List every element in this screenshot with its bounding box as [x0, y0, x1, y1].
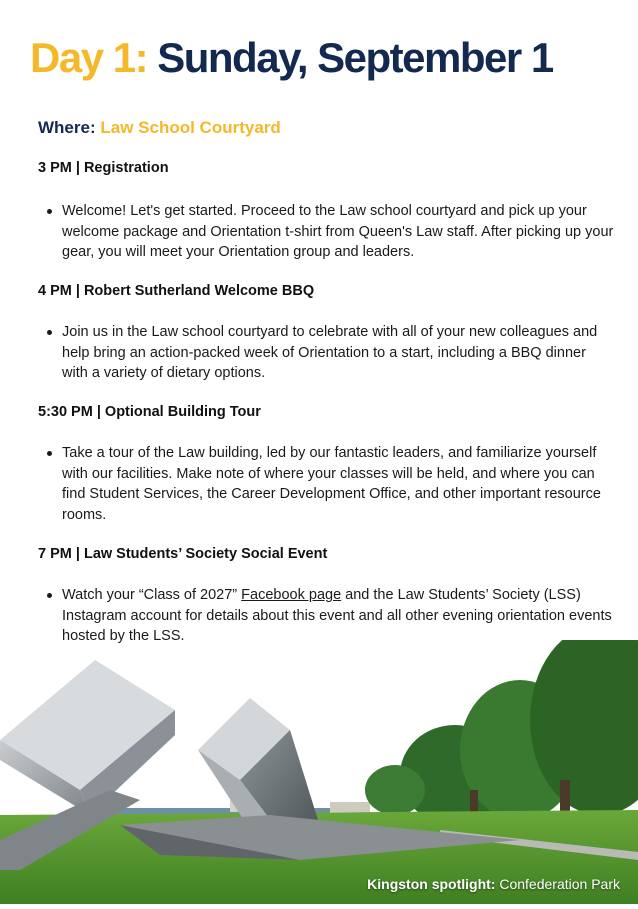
event-heading-social: 7 PM | Law Students’ Society Social Event: [38, 546, 328, 562]
where-location: Law School Courtyard: [100, 118, 281, 137]
confederation-park-photo: [0, 640, 638, 904]
where-label: Where:: [38, 118, 96, 137]
facebook-page-link[interactable]: Facebook page: [241, 587, 342, 603]
caption-place: Confederation Park: [499, 876, 620, 892]
where-line: [38, 118, 281, 138]
social-text-before: Watch your “Class of 2027”: [62, 587, 242, 603]
event-heading-registration: 3 PM | Registration: [38, 160, 169, 176]
event-heading-bbq: 4 PM | Robert Sutherland Welcome BBQ: [38, 283, 315, 299]
day-label: Day 1:: [30, 34, 148, 81]
caption-label: Kingston spotlight:: [367, 876, 496, 892]
event-text-registration: Welcome! Let's get started. Proceed to the Law school courtyard and pick up your welcome package and Orientation t-shirt from Queen's Law staff. After picking up your gear, you will meet your Orientation group and leaders.: [62, 201, 614, 263]
event-text-bbq: Join us in the Law school courtyard to celebrate with all of your new colleagues and help bring an action-packed week of Orientation to a start, including a BBQ dinner with a variety of dietary options.: [62, 322, 614, 384]
event-heading-tour: 5:30 PM | Optional Building Tour: [38, 404, 261, 420]
event-text-tour: Take a tour of the Law building, led by our fantastic leaders, and familiarize yourself with our facilities. Make note of where your classes will be held, and where you can find Student Services, the Career Development Office, and other important resource rooms.: [62, 443, 614, 525]
photo-caption: [367, 876, 620, 892]
social-text-after: and the Law Students’ Society (LSS) Instagram account for details about this event and all other evening orientation events hosted by the LSS.: [62, 587, 612, 644]
event-text-social: [62, 585, 614, 647]
date-label: Sunday, September 1: [157, 34, 553, 81]
page-title: [30, 32, 553, 84]
